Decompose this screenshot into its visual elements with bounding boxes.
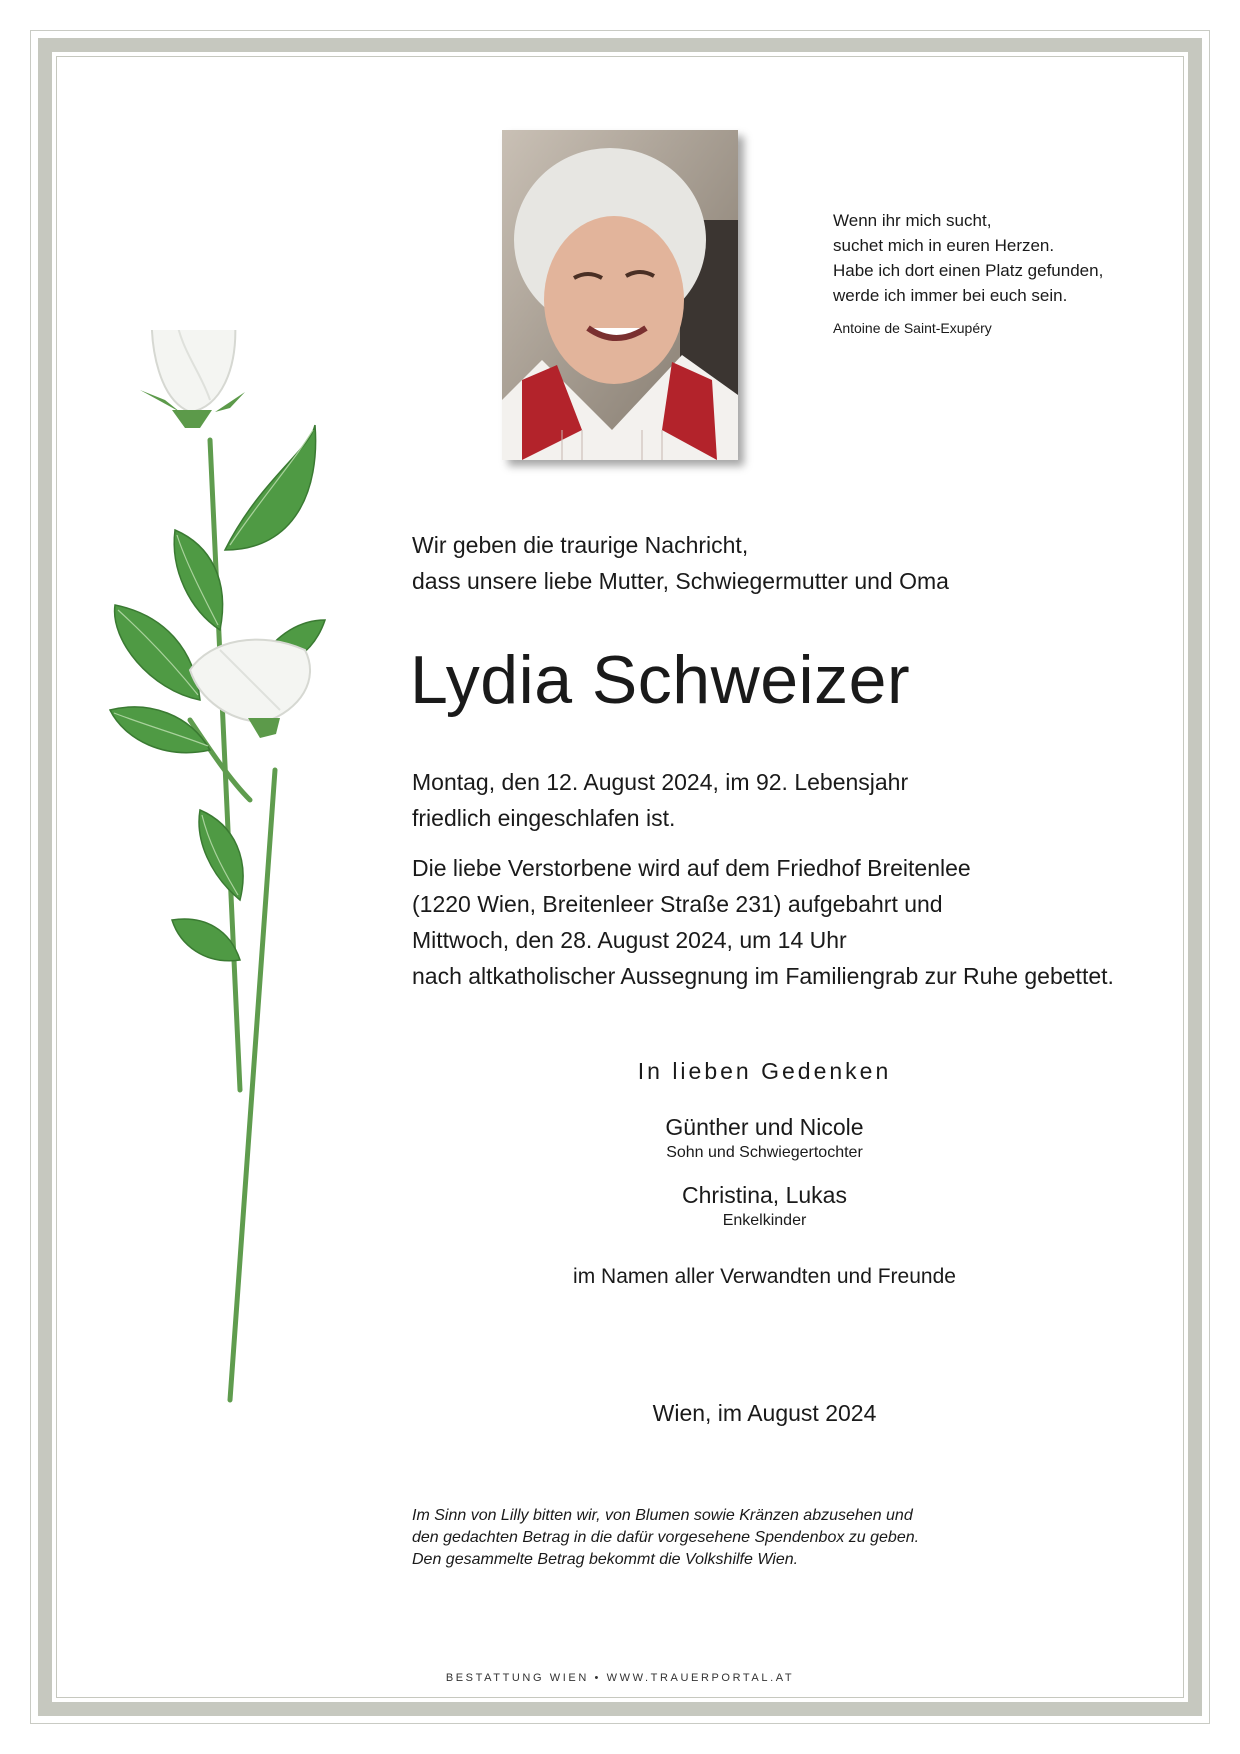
mourner-entry	[412, 1112, 1117, 1164]
burial-details	[412, 850, 1114, 994]
mourner-role: Enkelkinder	[722, 1212, 807, 1229]
death-notice	[412, 764, 908, 836]
mourner-name: Günther und Nicole	[665, 1114, 864, 1140]
burial-line: Mittwoch, den 28. August 2024, um 14 Uhr	[412, 927, 847, 953]
quote-line: werde ich immer bei euch sein.	[833, 286, 1068, 305]
relatives-line: im Namen aller Verwandten und Freunde	[573, 1265, 956, 1288]
death-line: friedlich eingeschlafen ist.	[412, 805, 676, 831]
quote-line: Habe ich dort einen Platz gefunden,	[833, 261, 1104, 280]
quote-line: Wenn ihr mich sucht,	[833, 211, 992, 230]
place-date: Wien, im August 2024	[652, 1400, 877, 1426]
mourner-name: Christina, Lukas	[682, 1182, 847, 1208]
quote-line: suchet mich in euren Herzen.	[833, 236, 1055, 255]
burial-line: Die liebe Verstorbene wird auf dem Friedhof Breitenlee	[412, 855, 971, 881]
rose-blossom-lower	[190, 640, 310, 738]
footer-publisher: BESTATTUNG WIEN • WWW.TRAUERPORTAL.AT	[445, 1672, 795, 1684]
death-line: Montag, den 12. August 2024, im 92. Lebensjahr	[412, 769, 909, 795]
portrait-photo	[502, 130, 738, 460]
donation-note	[412, 1505, 1052, 1571]
deceased-name: Lydia Schweizer	[410, 642, 911, 718]
white-rose-illustration	[80, 330, 360, 1410]
burial-line: nach altkatholischer Aussegnung im Familiengrab zur Ruhe gebettet.	[412, 963, 1114, 989]
burial-line: (1220 Wien, Breitenleer Straße 231) aufgebahrt und	[412, 891, 943, 917]
mourner-entry	[412, 1180, 1117, 1232]
quote-author: Antoine de Saint-Exupéry	[833, 320, 992, 336]
mourner-role: Sohn und Schwiegertochter	[666, 1144, 863, 1161]
note-line: Den gesammelte Betrag bekommt die Volkshilfe Wien.	[412, 1551, 799, 1568]
intro-line: dass unsere liebe Mutter, Schwiegermutter und Oma	[412, 568, 949, 594]
memorial-quote	[833, 208, 1163, 341]
note-line: den gedachten Betrag in die dafür vorgesehene Spendenbox zu geben.	[412, 1529, 920, 1546]
rose-blossom-top	[140, 330, 245, 428]
intro-line: Wir geben die traurige Nachricht,	[412, 532, 749, 558]
memory-heading: In lieben Gedenken	[637, 1058, 892, 1084]
note-line: Im Sinn von Lilly bitten wir, von Blumen sowie Kränzen abzusehen und	[412, 1507, 913, 1524]
portrait-illustration	[502, 130, 738, 460]
announcement-intro	[412, 527, 949, 599]
